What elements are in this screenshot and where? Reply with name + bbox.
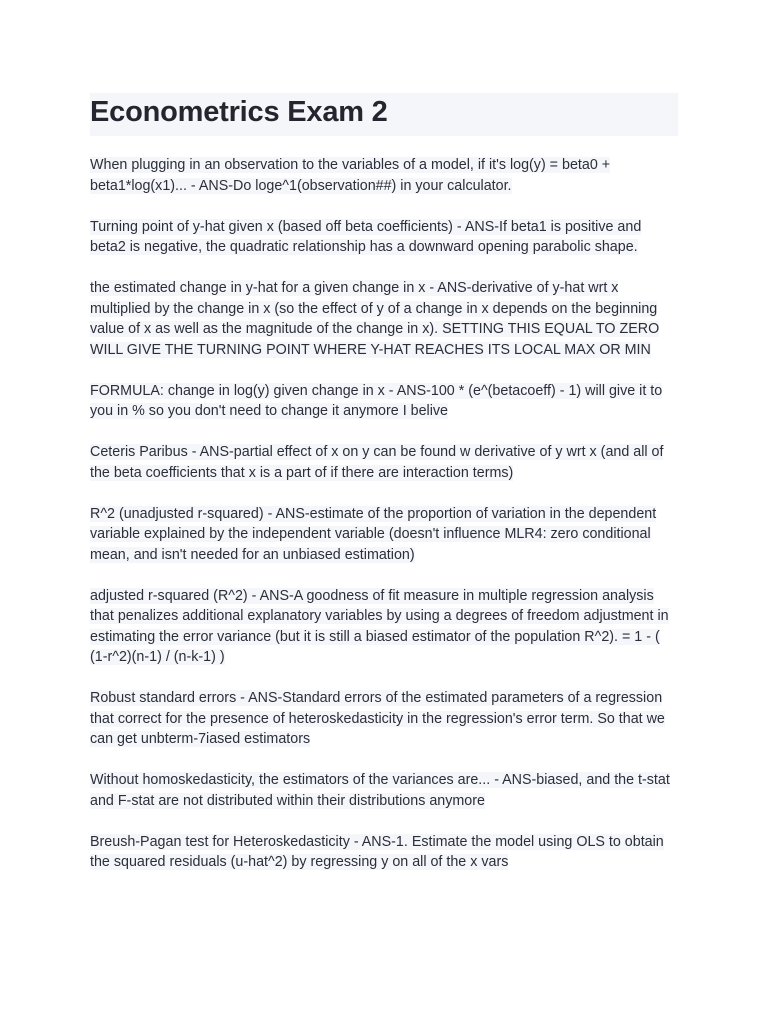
- entry-text: When plugging in an observation to the variables of a model, if it's log(y) = beta0 + beta1*log(x1)... - ANS-Do loge^1(observation##) in your calculator.: [90, 157, 611, 194]
- flashcard-entry: [90, 586, 678, 668]
- flashcard-entry: [90, 504, 678, 566]
- entry-text: Breush-Pagan test for Heteroskedasticity - ANS-1. Estimate the model using OLS to obtain the squared residuals (u-hat^2) by regressing y on all of the x vars: [90, 833, 664, 870]
- page-title: Econometrics Exam 2: [90, 96, 388, 128]
- entry-text: Without homoskedasticity, the estimators of the variances are... - ANS-biased, and the t-stat and F-stat are not distributed within their distributions anymore: [90, 772, 670, 809]
- title-banner: [90, 93, 678, 136]
- entry-text: adjusted r-squared (R^2) - ANS-A goodness of fit measure in multiple regression analysis that penalizes additional explanatory variables by using a degrees of freedom adjustment in estimating the error variance (but it is still a biased estimator of the population R^2). = 1 - ( (1-r^2)(n-1) / (n-k-1) ): [90, 587, 669, 665]
- flashcard-entry: [90, 217, 678, 258]
- flashcard-list: [90, 155, 678, 873]
- entry-text: Robust standard errors - ANS-Standard errors of the estimated parameters of a regression that correct for the presence of heteroskedasticity in the regression's error term. So that we can get unbterm-7iased estimators: [90, 690, 665, 747]
- flashcard-entry: [90, 832, 678, 873]
- entry-text: Turning point of y-hat given x (based off beta coefficients) - ANS-If beta1 is positive and beta2 is negative, the quadratic relationship has a downward opening parabolic shape.: [90, 218, 642, 255]
- entry-text: Ceteris Paribus - ANS-partial effect of x on y can be found w derivative of y wrt x (and all of the beta coefficients that x is a part of if there are interaction terms): [90, 444, 664, 481]
- entry-text: R^2 (unadjusted r-squared) - ANS-estimate of the proportion of variation in the dependent variable explained by the independent variable (doesn't influence MLR4: zero conditional mean, and isn't needed for an unbiased estimation): [90, 505, 657, 563]
- entry-text: FORMULA: change in log(y) given change in x - ANS-100 * (e^(betacoeff) - 1) will give it to you in % so you don't need to change it anymore I belive: [90, 382, 663, 419]
- flashcard-entry: [90, 688, 678, 750]
- flashcard-entry: [90, 442, 678, 483]
- document-page: [90, 93, 678, 893]
- flashcard-entry: [90, 381, 678, 422]
- flashcard-entry: [90, 278, 678, 360]
- flashcard-entry: [90, 770, 678, 811]
- entry-text: the estimated change in y-hat for a given change in x - ANS-derivative of y-hat wrt x multiplied by the change in x (so the effect of y of a change in x depends on the beginning value of x as well as the magnitude of the change in x). SETTING THIS EQUAL TO ZERO WILL GIVE THE TURNING POINT WHERE Y-HAT REACHES ITS LOCAL MAX OR MIN: [90, 280, 660, 358]
- flashcard-entry: [90, 155, 678, 196]
